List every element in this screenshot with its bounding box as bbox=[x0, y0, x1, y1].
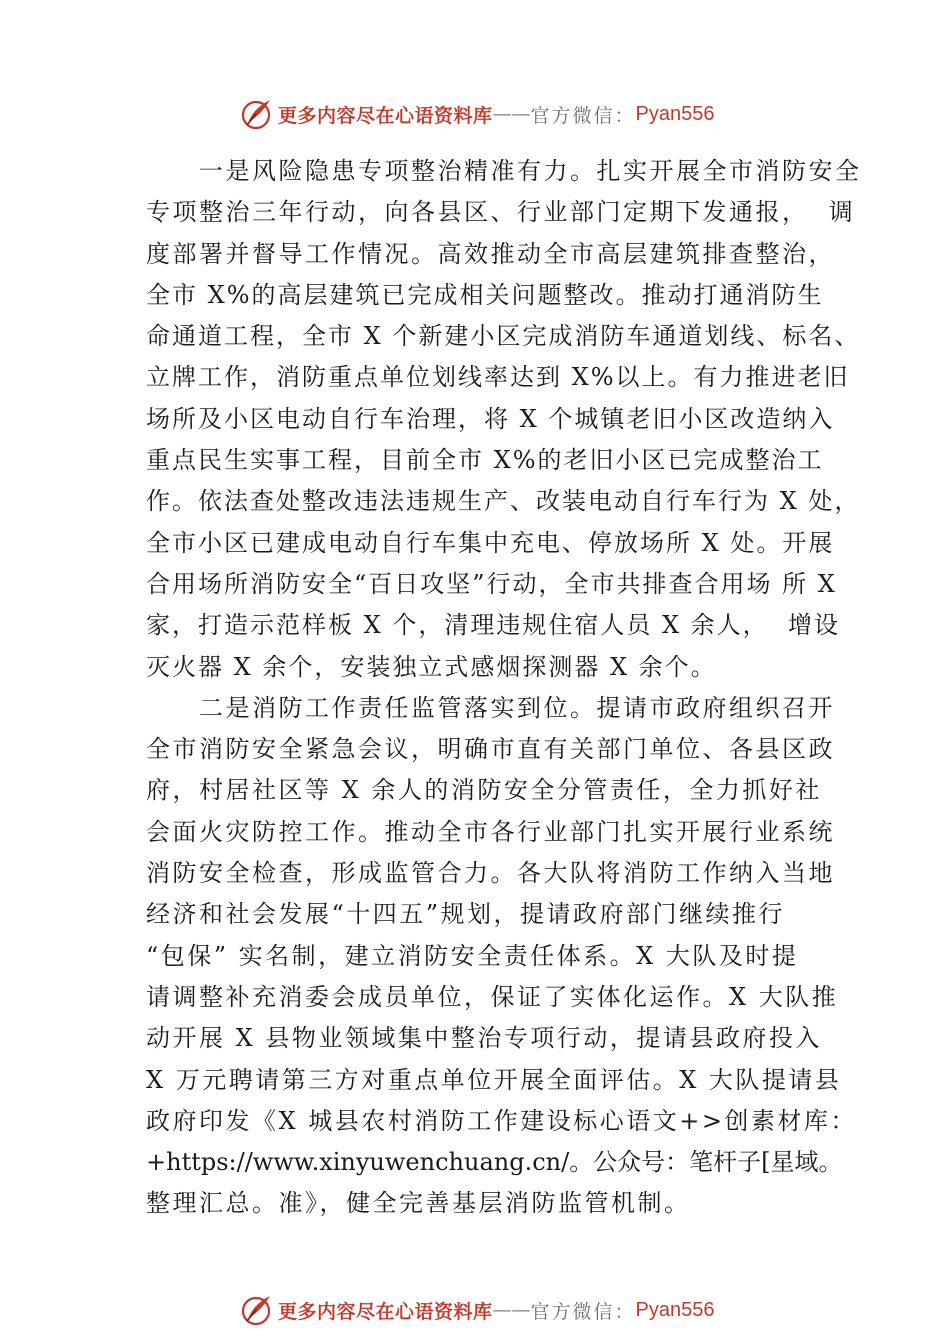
body-line: 整理汇总。准》，健全完善基层消防监管机制。 bbox=[146, 1189, 691, 1218]
banner-separator: —— bbox=[492, 103, 531, 125]
body-line: 命通道工程，全市 X 个新建小区完成消防车通道划线、标名、 bbox=[146, 322, 861, 351]
body-line: 全市消防安全紧急会议，明确市直有关部门单位、各县区政 bbox=[146, 735, 835, 764]
body-line: 合用场所消防安全“百日攻坚”行动，全市共排查合用场 所 X bbox=[146, 569, 837, 598]
body-line: 请调整补充消委会成员单位，保证了实体化运作。X 大队推 bbox=[146, 982, 839, 1011]
body-line: 度部署并督导工作情况。高效推动全市高层建筑排查整治， bbox=[146, 239, 835, 268]
banner-wechat-label: 官方微信： bbox=[530, 104, 636, 127]
body-line: +https://www.xinyuwenchuang.cn/。公众号：笔杆子[星域。 bbox=[146, 1148, 843, 1177]
footer-wechat-id: Pyan556 bbox=[635, 1298, 715, 1321]
body-line: 重点民生实事工程，目前全市 X%的老旧小区已完成整治工 bbox=[146, 446, 824, 475]
body-line: 全市小区已建成电动自行车集中充电、停放场所 X 处。开展 bbox=[146, 528, 835, 557]
body-line: 全市 X%的高层建筑已完成相关问题整改。推动打通消防生 bbox=[146, 280, 824, 309]
body-line: 专项整治三年行动，向各县区、行业部门定期下发通报， 调 bbox=[146, 198, 856, 227]
body-line: 二是消防工作责任监管落实到位。提请市政府组织召开 bbox=[146, 693, 835, 722]
footer-wechat-label: 官方微信： bbox=[530, 1300, 636, 1323]
xinyu-feather-logo-icon bbox=[238, 1292, 274, 1328]
xinyu-feather-logo-icon bbox=[238, 96, 274, 132]
body-line: X 万元聘请第三方对重点单位开展全面评估。X 大队提请县 bbox=[146, 1065, 842, 1094]
body-line: 经济和社会发展“十四五”规划，提请政府部门继续推行 bbox=[146, 900, 786, 929]
header-banner bbox=[238, 96, 715, 132]
footer-banner bbox=[238, 1292, 715, 1328]
banner-brand: 更多内容尽在心语资料库 bbox=[278, 104, 493, 127]
footer-separator: —— bbox=[492, 1299, 531, 1321]
body-line: 动开展 X 县物业领域集中整治专项行动，提请县政府投入 bbox=[146, 1024, 822, 1053]
body-line: 会面火灾防控工作。推动全市各行业部门扎实开展行业系统 bbox=[146, 817, 835, 846]
document-body bbox=[146, 151, 862, 1225]
body-line: 消防安全检查，形成监管合力。各大队将消防工作纳入当地 bbox=[146, 859, 835, 888]
banner-wechat-id: Pyan556 bbox=[635, 102, 715, 125]
body-line: 场所及小区电动自行车治理，将 X 个城镇老旧小区改造纳入 bbox=[146, 404, 835, 433]
body-line: 作。依法查处整改违法违规生产、改装电动自行车行为 X 处， bbox=[146, 487, 861, 516]
body-line: 政府印发《X 城县农村消防工作建设标心语文+>创素材库： bbox=[146, 1106, 857, 1135]
body-line: 府，村居社区等 X 余人的消防安全分管责任，全力抓好社 bbox=[146, 776, 822, 805]
body-line: 立牌工作，消防重点单位划线率达到 X%以上。有力推进老旧 bbox=[146, 363, 850, 392]
body-line: 家，打造示范样板 X 个，清理违规住宿人员 X 余人， 增设 bbox=[146, 611, 840, 640]
body-line: “包保” 实名制，建立消防安全责任体系。X 大队及时提 bbox=[146, 941, 799, 970]
body-line: 一是风险隐患专项整治精准有力。扎实开展全市消防安全 bbox=[146, 157, 862, 185]
body-line: 灭火器 X 余个，安装独立式感烟探测器 X 余个。 bbox=[146, 652, 717, 681]
footer-brand: 更多内容尽在心语资料库 bbox=[278, 1300, 493, 1323]
